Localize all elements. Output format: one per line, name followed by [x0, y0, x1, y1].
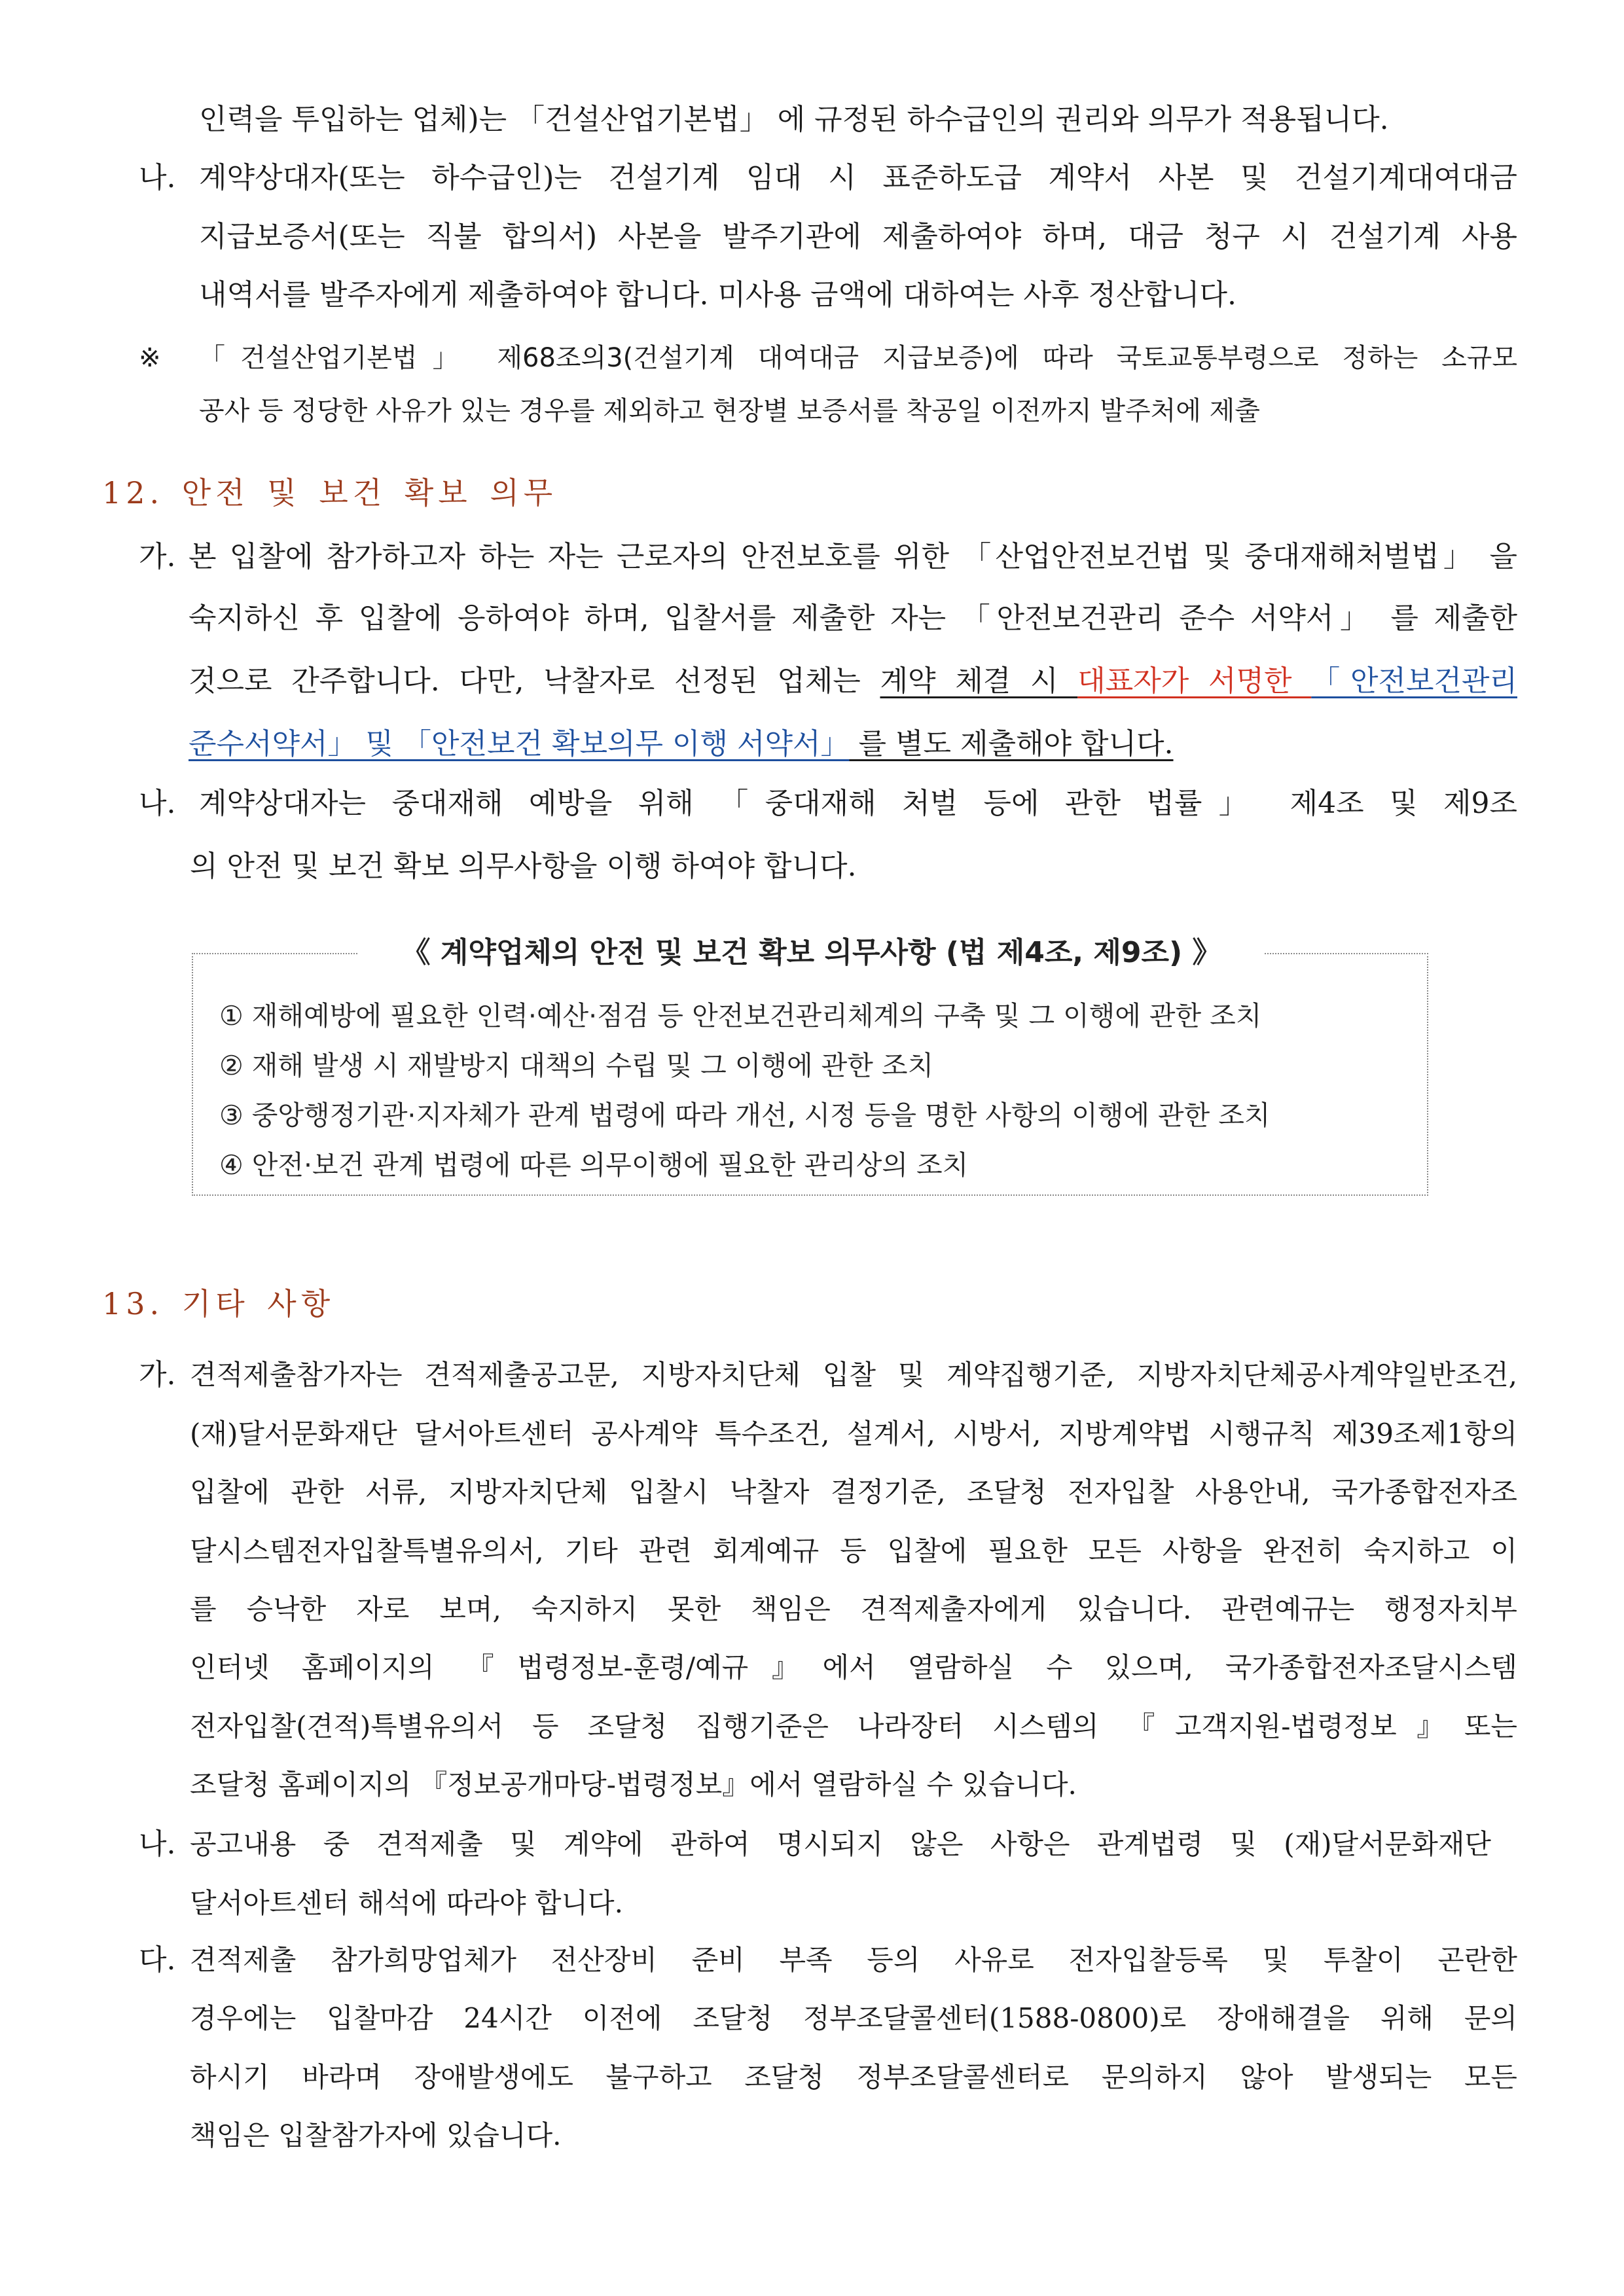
paragraph-line: 책임은 입찰참가자에 있습니다.	[190, 2119, 562, 2151]
section-heading-12: 12. 안전 및 보건 확보 의무	[102, 475, 558, 511]
underlined-red-text: 대표자가 서명한	[1077, 664, 1312, 698]
underlined-text: 계약 체결 시	[880, 664, 1078, 698]
paragraph-line: 계약상대자(또는 하수급인)는 건설기계 임대 시 표준하도급 계약서 사본 및 건설기계대여대금	[199, 161, 1517, 194]
paragraph-line: 숙지하신 후 입찰에 응하여야 하며, 입찰서를 제출한 자는 「안전보건관리 준수 서약서」 를 제출한	[189, 601, 1517, 635]
plain-text: 것으로 간주합니다. 다만, 낙찰자로 선정된 업체는	[189, 664, 880, 698]
paragraph-line: 전자입찰(견적)특별유의서 등 조달청 집행기준은 나라장터 시스템의 『고객지원-법령정보』또는	[190, 1710, 1517, 1742]
item-marker-na: 나.	[139, 161, 176, 194]
paragraph-line: 의 안전 및 보건 확보 의무사항을 이행 하여야 합니다.	[190, 850, 857, 883]
item-marker-na: 나.	[139, 1827, 176, 1861]
paragraph-line: 입찰에 관한 서류, 지방자치단체 입찰시 낙찰자 결정기준, 조달청 전자입찰 사용안내, 국가종합전자조	[190, 1476, 1517, 1508]
item-marker-ga: 가.	[139, 1358, 176, 1391]
paragraph-line: 달서아트센터 해석에 따라야 합니다.	[190, 1887, 623, 1919]
paragraph-line: 지급보증서(또는 직불 합의서) 사본을 발주기관에 제출하여야 하며, 대금 청구 시 건설기계 사용	[199, 220, 1517, 253]
duty-box-item: ④ 안전·보건 관계 법령에 따른 의무이행에 필요한 관리상의 조치	[219, 1149, 969, 1181]
duty-box-item: ① 재해예방에 필요한 인력·예산·점검 등 안전보건관리체계의 구축 및 그 이행에 관한 조치	[219, 1000, 1262, 1031]
note-marker: ※	[139, 343, 161, 373]
duty-box-item: ② 재해 발생 시 재발방지 대책의 수립 및 그 이행에 관한 조치	[219, 1050, 934, 1081]
underlined-blue-text: 준수서약서」 및 「안전보건 확보의무 이행 서약서」	[189, 727, 850, 761]
paragraph-line: 계약상대자는 중대재해 예방을 위해 「중대재해 처벌 등에 관한 법률」 제4조 및 제9조	[199, 787, 1517, 820]
paragraph-line: 인터넷 홈페이지의 『법령정보-훈령/예규』에서 열람하실 수 있으며, 국가종합전자조달시스템	[190, 1651, 1517, 1683]
paragraph-line: 경우에는 입찰마감 24시간 이전에 조달청 정부조달콜센터(1588-0800)로 장애해결을 위해 문의	[190, 2002, 1517, 2034]
duty-box-title: 《 계약업체의 안전 및 보건 확보 의무사항 (법 제4조, 제9조) 》	[358, 932, 1265, 974]
section-heading-13: 13. 기타 사항	[102, 1286, 335, 1321]
note-line: 공사 등 정당한 사유가 있는 경우를 제외하고 현장별 보증서를 착공일 이전까지 발주처에 제출	[199, 396, 1260, 426]
paragraph-line-emphasis	[189, 662, 1517, 701]
paragraph-line: 조달청 홈페이지의 『정보공개마당-법령정보』에서 열람하실 수 있습니다.	[190, 1768, 1077, 1801]
underlined-text: 를 별도 제출해야 합니다.	[849, 727, 1174, 761]
note-line: 「건설산업기본법」 제68조의3(건설기계 대여대금 지급보증)에 따라 국토교통부령으로 정하는 소규모	[199, 343, 1517, 373]
paragraph-line: 달시스템전자입찰특별유의서, 기타 관련 회계예규 등 입찰에 필요한 모든 사항을 완전히 숙지하고 이	[190, 1535, 1517, 1567]
item-marker-da: 다.	[139, 1943, 176, 1977]
paragraph-line: 내역서를 발주자에게 제출하여야 합니다. 미사용 금액에 대하여는 사후 정산합니다.	[199, 278, 1236, 312]
paragraph-line-emphasis	[189, 725, 1517, 764]
paragraph-line: 인력을 투입하는 업체)는 「건설산업기본법」 에 규정된 하수급인의 권리와 의무가 적용됩니다.	[199, 103, 1389, 136]
item-marker-ga: 가.	[139, 540, 176, 573]
underlined-blue-text: 「안전보건관리	[1311, 664, 1518, 698]
paragraph-line: 본 입찰에 참가하고자 하는 자는 근로자의 안전보호를 위한 「산업안전보건법 및 중대재해처벌법」 을	[189, 540, 1517, 573]
paragraph-line: 를 승낙한 자로 보며, 숙지하지 못한 책임은 견적제출자에게 있습니다. 관련예규는 행정자치부	[190, 1593, 1517, 1625]
item-marker-na: 나.	[139, 787, 176, 820]
paragraph-line: (재)달서문화재단 달서아트센터 공사계약 특수조건, 설계서, 시방서, 지방계약법 시행규칙 제39조제1항의	[190, 1418, 1517, 1450]
paragraph-line: 공고내용 중 견적제출 및 계약에 관하여 명시되지 않은 사항은 관계법령 및 (재)달서문화재단	[190, 1828, 1491, 1860]
paragraph-line: 견적제출 참가희망업체가 전산장비 준비 부족 등의 사유로 전자입찰등록 및 투찰이 곤란한	[190, 1944, 1517, 1976]
duty-box-item: ③ 중앙행정기관·지자체가 관계 법령에 따라 개선, 시정 등을 명한 사항의 이행에 관한 조치	[219, 1100, 1271, 1131]
paragraph-line: 견적제출참가자는 견적제출공고문, 지방자치단체 입찰 및 계약집행기준, 지방자치단체공사계약일반조건,	[190, 1359, 1517, 1391]
paragraph-line: 하시기 바라며 장애발생에도 불구하고 조달청 정부조달콜센터로 문의하지 않아 발생되는 모든	[190, 2061, 1517, 2093]
